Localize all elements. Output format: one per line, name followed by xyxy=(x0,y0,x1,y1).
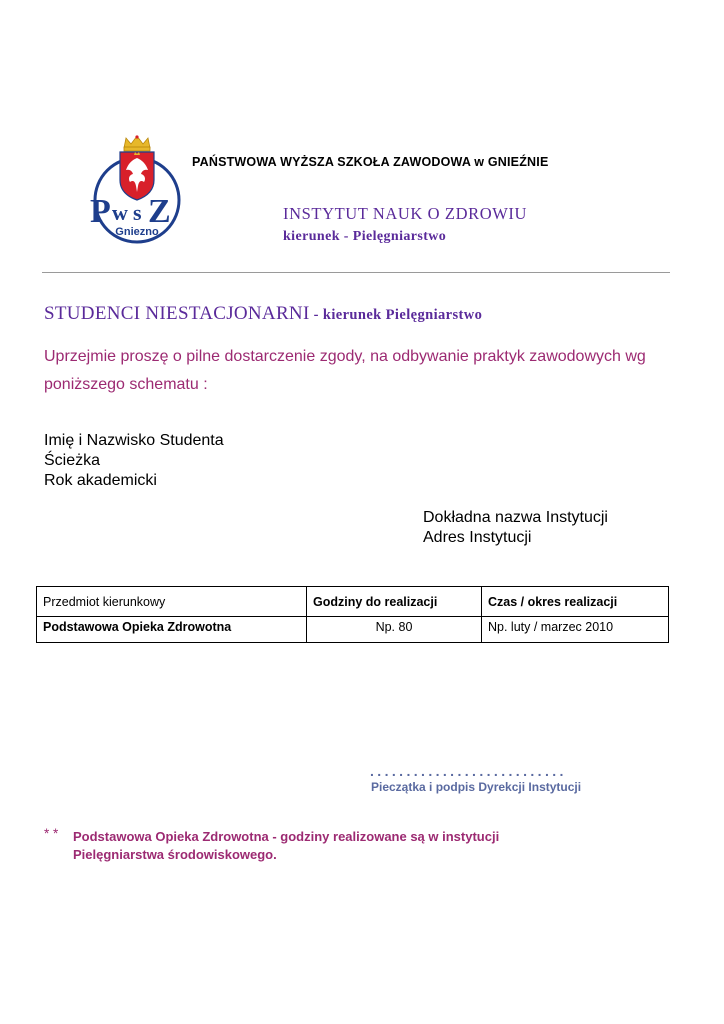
footnote-line-2: Pielęgniarstwa środowiskowego. xyxy=(73,847,277,862)
header-divider xyxy=(42,272,670,273)
table-cell-period: Np. luty / marzec 2010 xyxy=(482,617,669,643)
footnote xyxy=(73,828,673,864)
svg-text:s: s xyxy=(133,200,142,225)
title-main: STUDENCI NIESTACJONARNI xyxy=(44,303,310,324)
table-header-row xyxy=(37,587,669,617)
svg-text:Z: Z xyxy=(148,193,171,230)
institute-name: INSTYTUT NAUK O ZDROWIU xyxy=(283,204,528,223)
title-sub: - kierunek Pielęgniarstwo xyxy=(309,307,483,323)
institution-address-label: Adres Instytucji xyxy=(423,529,532,546)
request-text: Uprzejmie proszę o pilne dostarczenie zgody, na odbywanie praktyk zawodowych wg poniższego schematu : xyxy=(44,348,646,393)
crown-icon xyxy=(124,135,150,151)
table-header-hours: Godziny do realizacji xyxy=(307,587,482,617)
pwsz-logo xyxy=(88,134,186,246)
academic-year-label: Rok akademicki xyxy=(44,472,157,489)
page-title xyxy=(44,303,482,325)
svg-text:P: P xyxy=(90,193,111,230)
field-of-study: kierunek - Pielęgniarstwo xyxy=(283,229,447,244)
svg-text:Gniezno: Gniezno xyxy=(115,226,159,238)
school-name: PAŃSTWOWA WYŻSZA SZKOŁA ZAWODOWA w GNIEŹNIE xyxy=(192,155,549,169)
table-cell-hours: Np. 80 xyxy=(307,617,482,643)
institution-name-label: Dokładna nazwa Instytucji xyxy=(423,509,608,526)
table-header-subject: Przedmiot kierunkowy xyxy=(37,587,307,617)
student-name-label: Imię i Nazwisko Studenta xyxy=(44,432,224,449)
table-row xyxy=(37,617,669,643)
footnote-line-1: Podstawowa Opieka Zdrowotna - godziny realizowane są w instytucji xyxy=(73,829,500,844)
table-header-period: Czas / okres realizacji xyxy=(482,587,669,617)
signature-label: Pieczątka i podpis Dyrekcji Instytucji xyxy=(371,780,582,794)
path-label: Ścieżka xyxy=(44,452,101,469)
svg-text:w: w xyxy=(112,200,128,225)
footnote-marker: * * xyxy=(44,826,59,841)
signature-dots: ........................... xyxy=(370,763,567,779)
table-cell-subject: Podstawowa Opieka Zdrowotna xyxy=(37,617,307,643)
practice-table xyxy=(36,586,669,643)
